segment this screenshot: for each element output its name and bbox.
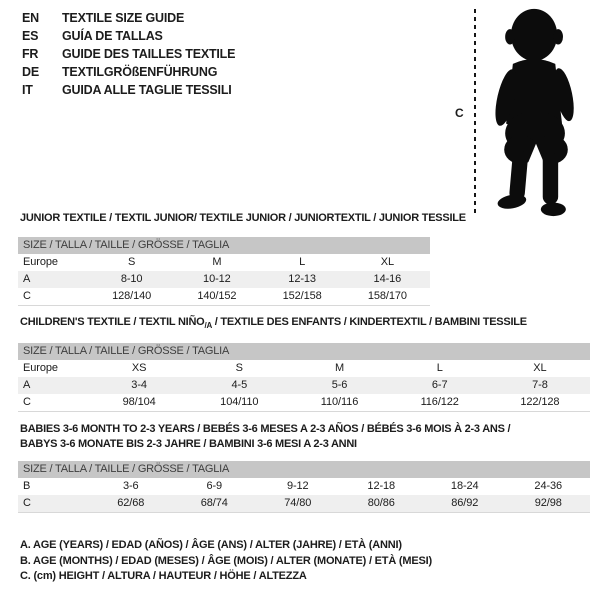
language-code: IT — [22, 83, 33, 97]
ear-right — [553, 29, 563, 44]
language-row — [22, 45, 235, 63]
height-cell: 122/128 — [520, 396, 560, 409]
language-row — [22, 9, 235, 27]
age-cell: 9-12 — [286, 480, 309, 492]
height-cell: 86/92 — [451, 497, 479, 509]
section-title-line2: BABYS 3-6 MONATE BIS 2-3 JAHRE / BAMBINI 3-6 MESI A 2-3 ANNI — [20, 437, 357, 450]
language-code: FR — [22, 47, 39, 61]
size-cell: L — [299, 256, 306, 268]
baby-silhouette-image — [483, 6, 589, 218]
row-label: C — [23, 290, 31, 302]
table-row — [18, 495, 590, 512]
age-cell: 14-16 — [373, 273, 402, 285]
age-cell: 4-5 — [231, 379, 248, 392]
height-cell: 80/86 — [367, 497, 395, 509]
language-row — [22, 27, 235, 45]
row-label: Europe — [23, 362, 58, 375]
table-row — [18, 254, 430, 271]
ear-left — [505, 29, 515, 44]
note-age-years: A. AGE (YEARS) / EDAD (AÑOS) / ÂGE (ANS) / ALTER (JAHRE) / ETÀ (ANNI) — [20, 539, 402, 551]
table-row — [18, 377, 590, 394]
guide-title: GUIDE DES TAILLES TEXTILE — [62, 47, 236, 61]
size-cell: M — [212, 256, 222, 268]
height-cell: 110/116 — [320, 396, 359, 409]
age-cell: 5-6 — [331, 379, 348, 392]
language-code: DE — [22, 65, 39, 79]
language-code: ES — [22, 29, 39, 43]
size-cell: M — [334, 362, 345, 375]
size-cell: XL — [380, 256, 394, 268]
age-cell: 24-36 — [534, 480, 563, 492]
section-junior-textile — [18, 212, 466, 306]
height-cell: 68/74 — [200, 497, 228, 509]
height-cell: 98/104 — [122, 396, 156, 409]
babies-size-table — [18, 461, 590, 513]
height-cell: 92/98 — [534, 497, 562, 509]
language-row — [22, 63, 235, 81]
height-dashed-line — [474, 9, 476, 213]
row-label: C — [23, 497, 31, 509]
height-cell: 128/140 — [112, 290, 152, 302]
height-cell: 104/110 — [220, 396, 259, 409]
guide-title: TEXTILE SIZE GUIDE — [62, 11, 185, 25]
guide-title: TEXTILGRÖßENFÜHRUNG — [62, 65, 218, 79]
height-cell: 140/152 — [197, 290, 237, 302]
guide-title: GUIDA ALLE TAGLIE TESSILI — [62, 83, 232, 97]
section-title: JUNIOR TEXTILE / TEXTIL JUNIOR/ TEXTILE JUNIOR / JUNIORTEXTIL / JUNIOR TESSILE — [20, 212, 466, 224]
row-label: A — [23, 379, 31, 392]
age-cell: 12-13 — [288, 273, 316, 285]
language-row — [22, 81, 235, 99]
age-cell: 3-4 — [131, 379, 147, 392]
section-babies-textile — [18, 422, 590, 513]
table-row — [18, 271, 430, 288]
age-cell: 3-6 — [122, 480, 139, 492]
size-cell: L — [436, 362, 443, 375]
size-cell: XS — [131, 362, 147, 375]
section-childrens-textile — [18, 316, 590, 412]
size-header-bar: SIZE / TALLA / TAILLE / GRÖSSE / TAGLIA — [18, 237, 430, 254]
row-label: C — [23, 396, 31, 409]
height-cell: 152/158 — [282, 290, 322, 302]
measure-c-label: C — [455, 106, 464, 120]
language-code: EN — [22, 11, 39, 25]
row-label: Europe — [23, 256, 58, 268]
table-row — [18, 478, 590, 495]
section-title: CHILDREN'S TEXTILE / TEXTIL $NIÑO_{/A}$ / TEXTILE DES ENFANTS / KINDERTEXTIL / BAMBINI TESSILE — [20, 316, 527, 331]
age-cell: 10-12 — [203, 273, 231, 285]
age-cell: 6-9 — [206, 480, 223, 492]
section-title — [20, 422, 588, 451]
age-cell: 7-8 — [532, 379, 548, 392]
height-measure-figure — [455, 6, 590, 218]
height-cell: 116/122 — [420, 396, 459, 409]
note-height-cm: C. (cm) HEIGHT / ALTURA / HAUTEUR / HÖHE / ALTEZZA — [20, 570, 307, 582]
size-header-bar: SIZE / TALLA / TAILLE / GRÖSSE / TAGLIA — [18, 461, 590, 478]
size-header-bar: SIZE / TALLA / TAILLE / GRÖSSE / TAGLIA — [18, 343, 590, 360]
height-cell: 158/170 — [367, 290, 407, 302]
table-row — [18, 288, 430, 305]
junior-size-table — [18, 237, 430, 306]
table-row — [18, 360, 590, 377]
section-title-line1: BABIES 3-6 MONTH TO 2-3 YEARS / BEBÉS 3-6 MESES A 2-3 AÑOS / BÉBÉS 3-6 MOIS À 2-3 ANS / — [20, 423, 511, 435]
age-cell: 18-24 — [450, 480, 479, 492]
age-cell: 12-18 — [367, 480, 396, 492]
height-cell: 74/80 — [284, 497, 312, 509]
size-cell: S — [235, 362, 243, 375]
row-label: B — [23, 480, 31, 492]
note-age-months: B. AGE (MONTHS) / EDAD (MESES) / ÂGE (MOIS) / ALTER (MONATE) / ETÀ (MESI) — [20, 554, 432, 567]
age-cell: 6-7 — [431, 379, 448, 392]
children-size-table — [18, 343, 590, 412]
table-row — [18, 394, 590, 411]
row-label: A — [23, 273, 31, 285]
legend-notes — [20, 538, 432, 585]
height-cell: 62/68 — [117, 497, 145, 509]
size-cell: S — [128, 256, 136, 268]
language-title-list — [22, 9, 235, 99]
guide-title: GUÍA DE TALLAS — [62, 29, 163, 43]
size-cell: XL — [533, 362, 547, 375]
age-cell: 8-10 — [120, 273, 143, 285]
